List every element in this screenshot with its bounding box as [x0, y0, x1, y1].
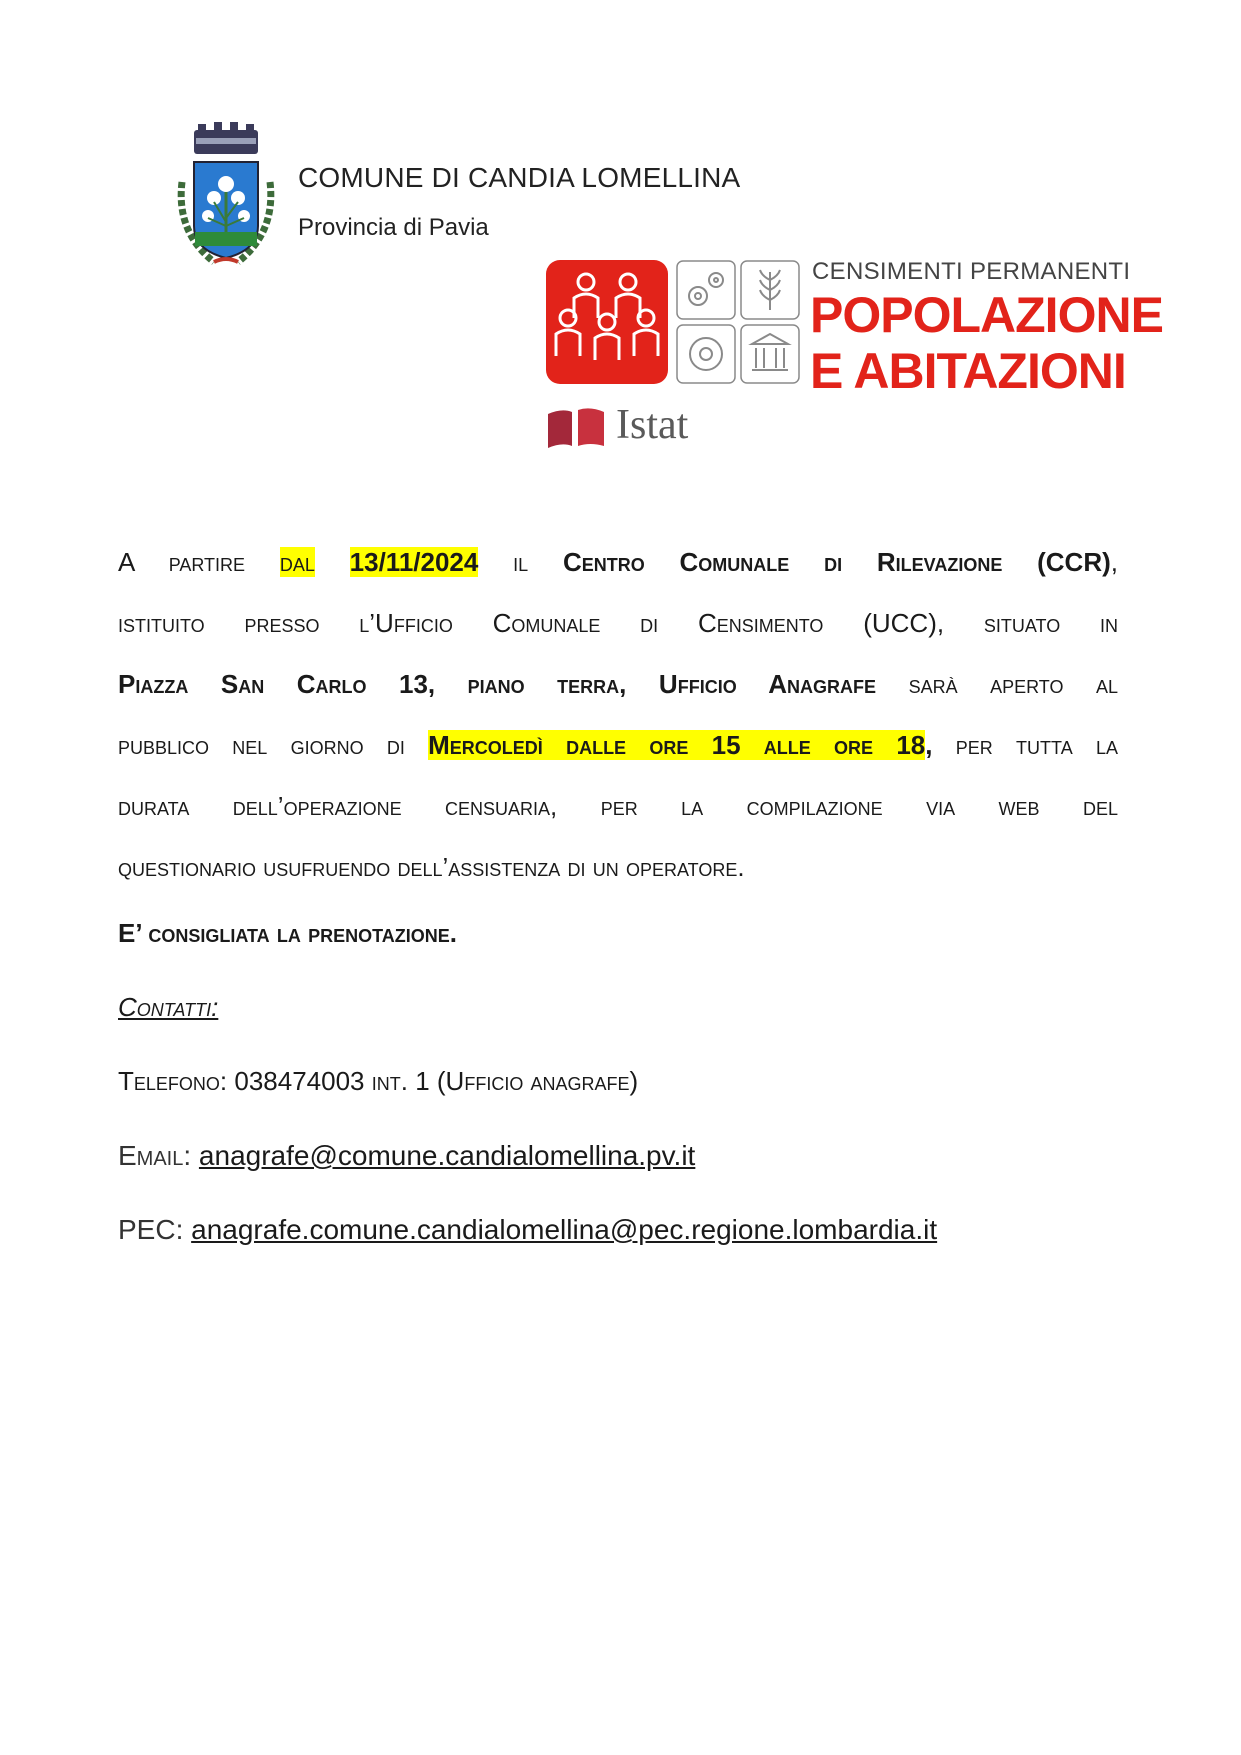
provincia-name: Provincia di Pavia — [298, 214, 489, 241]
start-date: 13/11/2024 — [349, 547, 479, 577]
census-title-line2: E ABITAZIONI — [810, 343, 1126, 399]
office-address: Piazza San Carlo 13, piano terra, Ufficio Anagrafe — [118, 669, 877, 699]
phone-label: Telefono: — [118, 1066, 228, 1096]
notice-line-6: questionario usufruendo dell’assistenza di un operatore. — [118, 852, 745, 882]
phone-number: 038474003 — [234, 1066, 365, 1096]
pec-label: PEC: — [118, 1214, 184, 1245]
census-themes-tiles — [676, 260, 800, 384]
notice-paragraph — [118, 532, 1118, 898]
text-pubblico: pubblico nel giorno di — [118, 730, 405, 760]
pec-row — [118, 1214, 937, 1246]
notice-line-2: istituito presso l’Ufficio Comunale di Censimento (UCC), situato in — [118, 608, 1118, 638]
contacts-heading: Contatti: — [118, 992, 219, 1022]
notice-line-4 — [118, 715, 1118, 776]
comma: , — [925, 730, 933, 760]
phone-row — [118, 1066, 638, 1097]
email-link[interactable]: anagrafe@comune.candialomellina.pv.it — [198, 1140, 696, 1171]
text-per-tutta: per tutta la — [955, 730, 1118, 760]
notice-line-3 — [118, 654, 1118, 715]
notice-line-5: durata dell’operazione censuaria, per la compilazione via web del — [118, 791, 1118, 821]
coat-of-arms-logo — [174, 122, 278, 268]
email-row — [118, 1140, 695, 1172]
text-dal: dal — [279, 547, 315, 577]
pec-link[interactable]: anagrafe.comune.candialomellina@pec.regione.lombardia.it — [191, 1214, 938, 1245]
email-label: Email: — [118, 1140, 192, 1171]
phone-ext-label: int. — [371, 1066, 408, 1096]
phone-ext: 1 — [415, 1066, 430, 1096]
opening-hours: Mercoledì dalle ore 15 alle ore 18 — [428, 730, 926, 760]
text-il: il — [513, 547, 529, 577]
census-people-logo — [546, 260, 668, 384]
census-title-line1: POPOLAZIONE — [810, 287, 1163, 343]
comune-name: COMUNE DI CANDIA LOMELLINA — [298, 162, 741, 193]
text-sara-aperto: sarà aperto al — [908, 669, 1118, 699]
text-a-partire: A partire — [118, 547, 246, 577]
istat-wordmark: Istat — [616, 402, 689, 448]
phone-note: (Ufficio anagrafe) — [436, 1066, 639, 1096]
booking-advice: E’ consigliata la prenotazione. — [118, 918, 458, 948]
comma: , — [1110, 547, 1118, 577]
census-subtitle: CENSIMENTI PERMANENTI — [812, 258, 1131, 285]
notice-line-1 — [118, 532, 1118, 593]
ccr-name: Centro Comunale di Rilevazione (CCR) — [562, 547, 1111, 577]
istat-logo-mark — [546, 406, 608, 448]
